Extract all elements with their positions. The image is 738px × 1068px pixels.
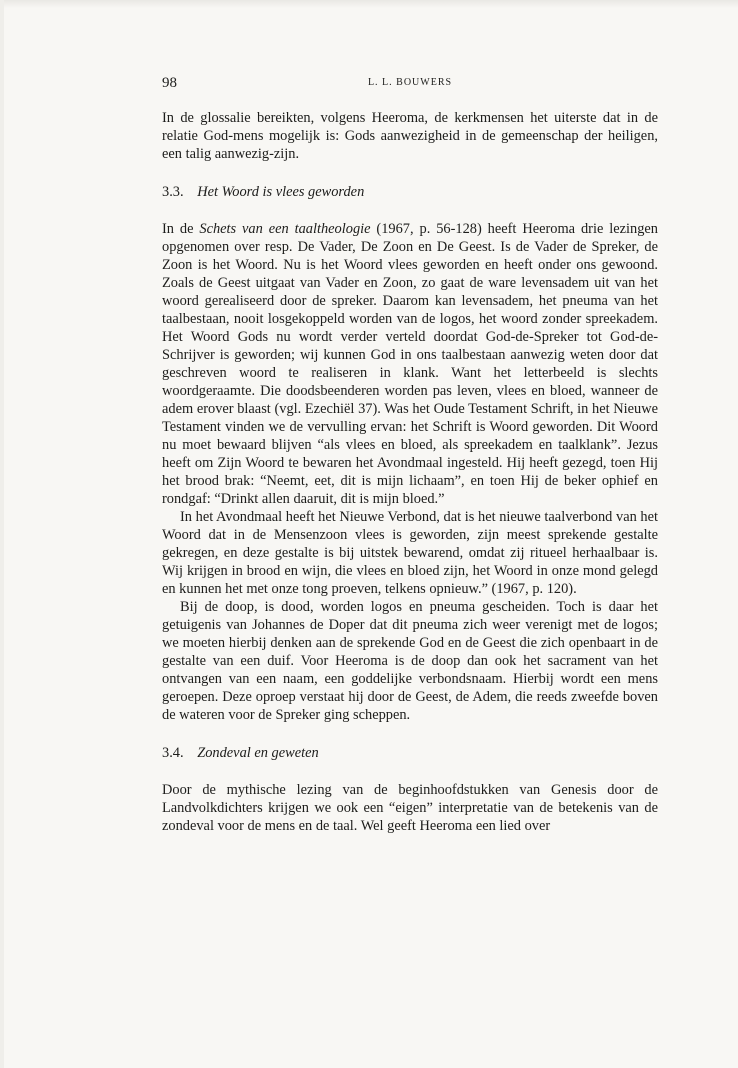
paragraph-3-4-1: Door de mythische lezing van de beginhoofdstukken van Genesis door de Landvolkdichters krijgen we ook een “eigen” interpretatie van de betekenis van de zondeval voor de mens en de taal. Wel geeft Heeroma een lied over [162,782,658,834]
page-number: 98 [162,75,177,91]
paragraph-3-3-3: Bij de doop, is dood, worden logos en pneuma gescheiden. Toch is daar het getuigenis van Johannes de Doper dat dit pneuma zich weer verenigt met de logos; we moeten hierbij denken aan de sprekende God en de Geest die zich openbaart in de gestalte van een duif. Voor Heeroma is de doop dan ook het sacrament van het ontvangen van een naam, een goddelijke verbondsnaam. Hierbij wordt een mens geroepen. Deze oproep verstaat hij door de Geest, de Adem, die reeds zweefde boven de wateren voor de Spreker ging scheppen. [162,599,658,723]
intro-paragraph: In de glossalie bereikten, volgens Heeroma, de kerkmensen het uiterste dat in de relatie God-mens mogelijk is: Gods aanwezigheid in de gemeenschap der heiligen, een talig aanwezig-zijn. [162,110,658,162]
paragraph-3-3-1 [162,220,658,508]
paragraph-text: (1967, p. 56-128) heeft Heeroma drie lezingen opgenomen over resp. De Vader, De Zoon en De Geest. Is de Vader de Spreker, de Zoon is het Woord. Nu is het Woord vlees geworden en heeft onder ons gewoond. Zoals de Geest uitgaat van Vader en Zoon, zo gaat de ware levensadem uit van het woord gerealiseerd door de spreker. Daarom kan levensadem, het pneuma van het taalbestaan, nooit losgekoppeld worden van de logos, het woord zonder spreekadem. Het Woord Gods nu wordt verder verteld doordat God-de-Spreker tot God-de-Schrijver is geworden; wij kunnen God in ons taalbestaan aanwezig weten door dat geschreven woord te realiseren in klank. Want het letterbeeld is slechts woordgeraamte. Die doodsbeenderen worden pas leven, vlees en bloed, wanneer de adem erover blaast (vgl. Ezechiël 37). Was het Oude Testament Schrift, in het Nieuwe Testament vinden we de vervulling ervan: het Schrift is Woord geworden. Dit Woord nu moet bewaard blijven “als vlees en bloed, als spreekadem en taalklank”. Jezus heeft om Zijn Woord te bewaren het Avondmaal ingesteld. Hij heeft gezegd, toen Hij het brood brak: “Neemt, eet, dit is mijn lichaam”, en toen Hij de beker ophief en rondgaf: “Drinkt allen daaruit, dit is mijn bloed.” [162,221,658,507]
book-title-italic: Schets van een taaltheologie [199,221,371,237]
section-number: 3.3. [162,184,184,200]
running-head-author: L. L. BOUWERS [367,77,453,88]
book-page [162,75,658,835]
section-heading-3-3 [162,183,658,201]
section-heading-3-4 [162,744,658,762]
scan-edge-left [0,0,4,1068]
section-title: Zondeval en geweten [197,745,319,761]
paragraph-text: In de [162,221,200,237]
running-head [162,75,658,97]
section-title: Het Woord is vlees geworden [197,184,365,200]
paragraph-3-3-2: In het Avondmaal heeft het Nieuwe Verbond, dat is het nieuwe taalverbond van het Woord dat in de Mensenzoon vlees is geworden, zijn meest sprekende gestalte gekregen, en deze gestalte is bij uitstek bewarend, omdat zij ritueel herhaalbaar is. Wij krijgen in brood en wijn, die vlees en bloed zijn, het Woord in onze mond gelegd en kunnen het met onze tong proeven, telkens opnieuw.” (1967, p. 120). [162,509,658,597]
section-number: 3.4. [162,745,184,761]
scan-edge-top [0,0,738,8]
